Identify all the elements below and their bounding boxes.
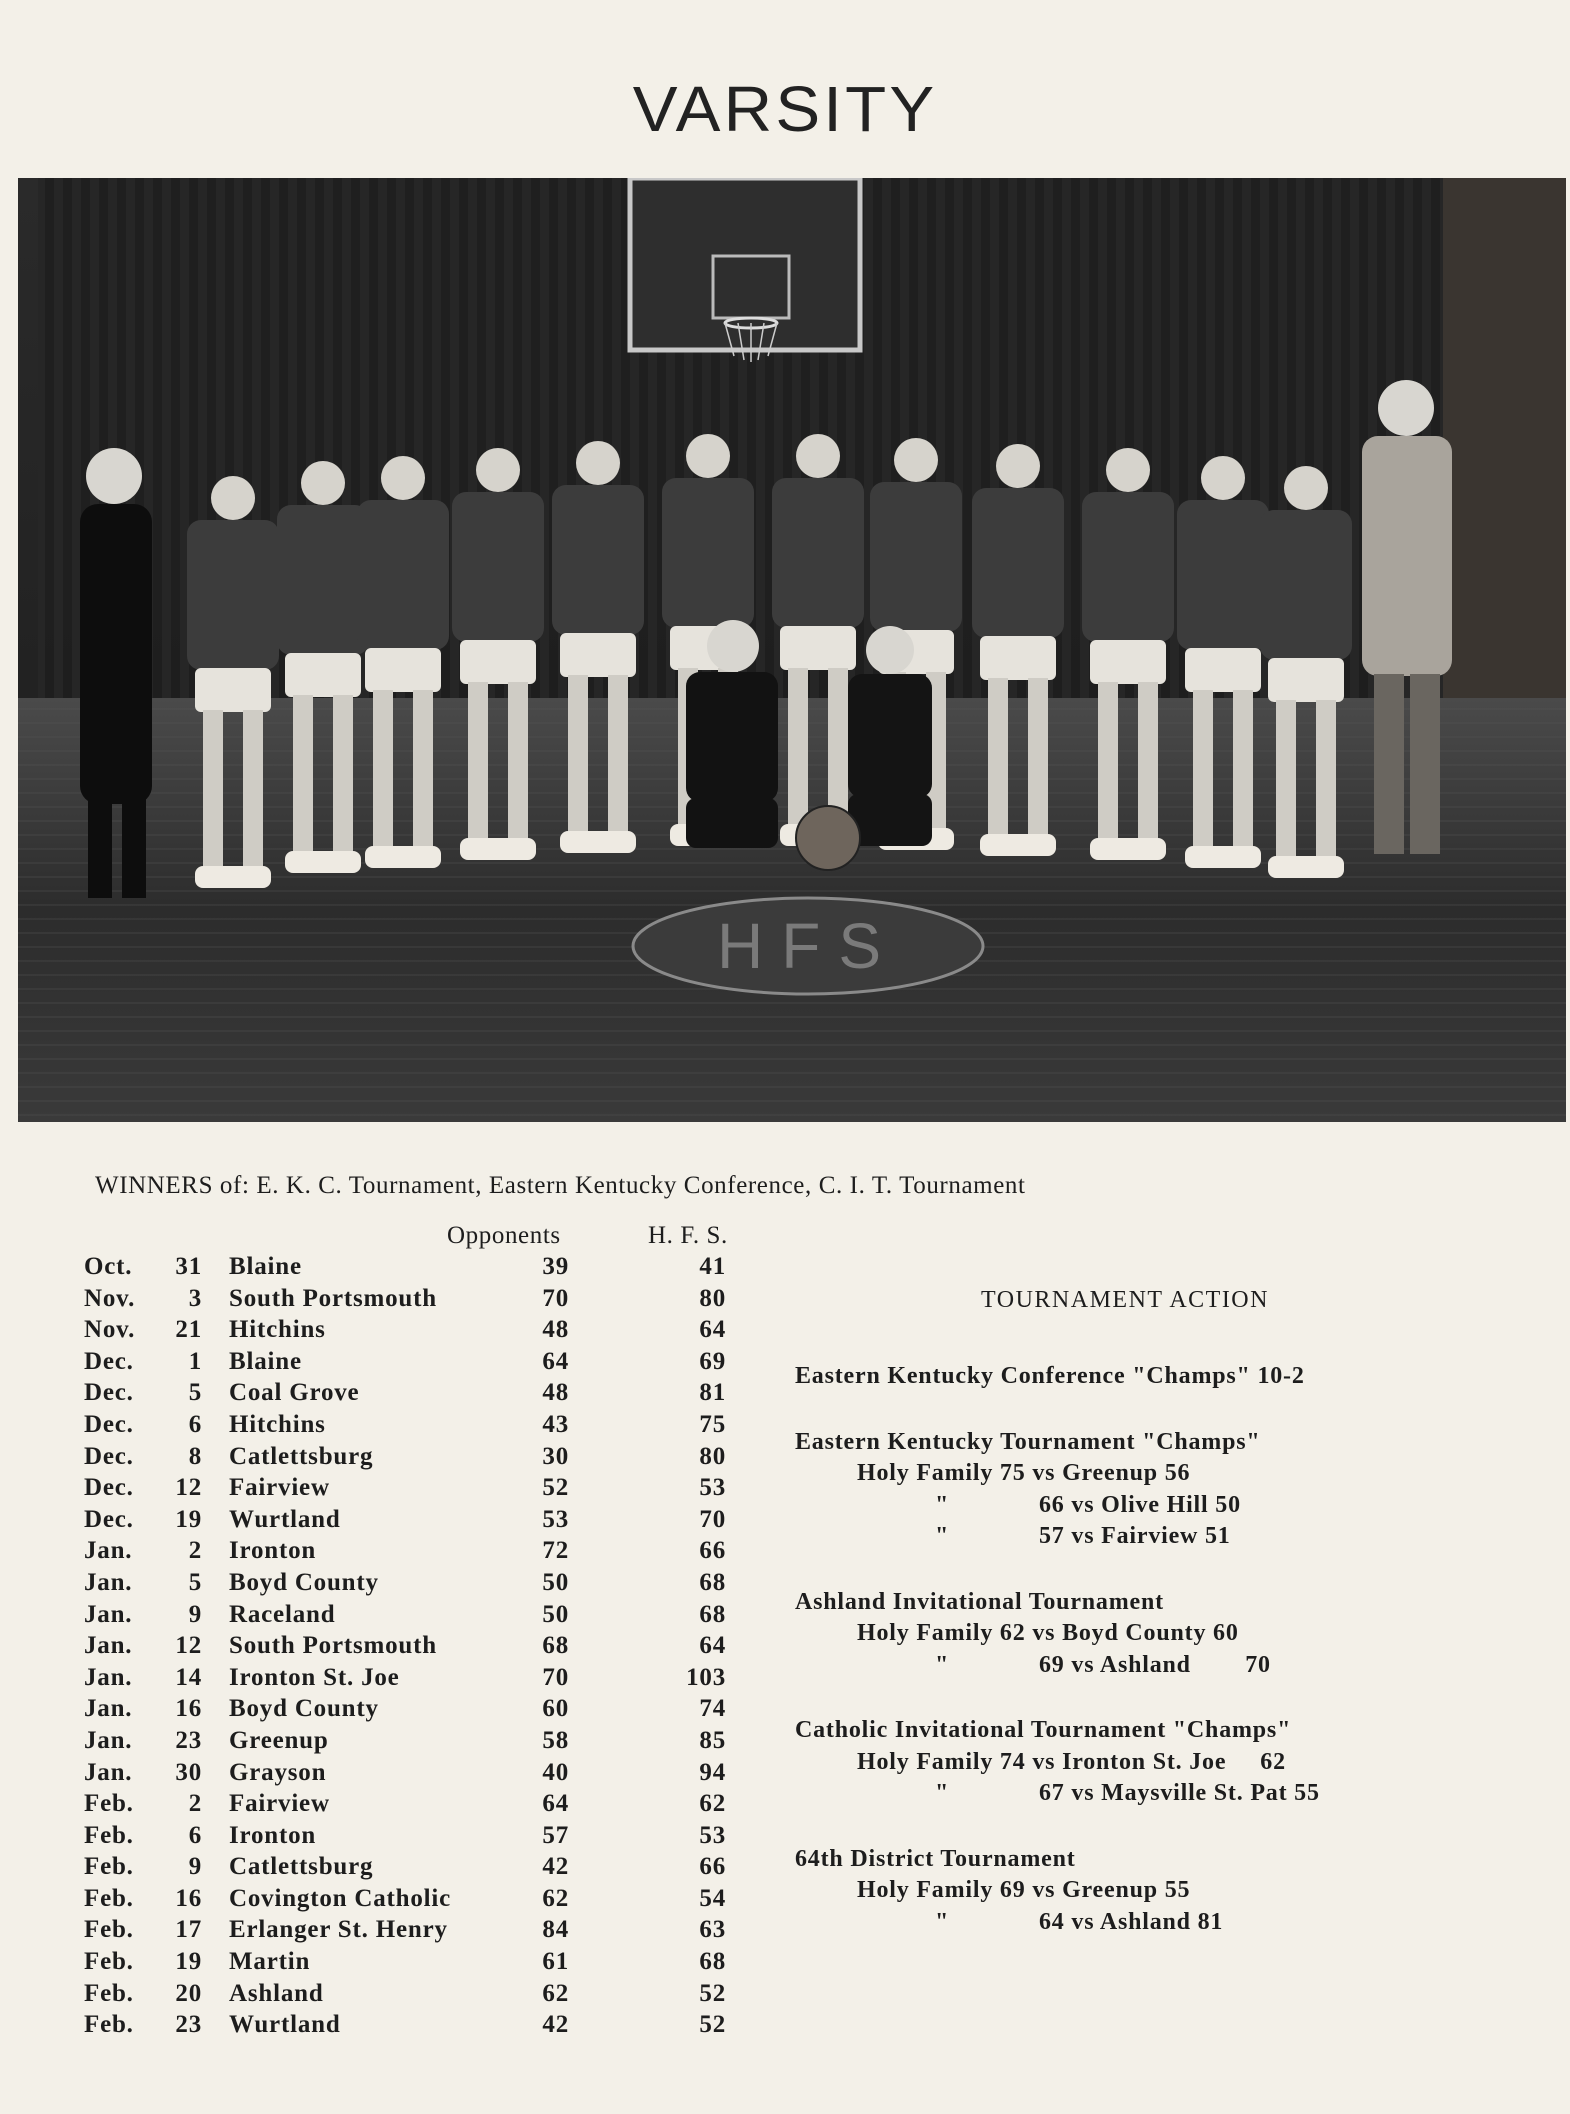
hfs-score: 53 (699, 1474, 726, 1502)
opponent-score: 62 (542, 1979, 569, 2007)
header-hfs: H. F. S. (648, 1222, 728, 1249)
game-month: Jan. (84, 1663, 133, 1691)
ekt-game: " 66 vs Olive Hill 50 (935, 1491, 1241, 1518)
opponent-score: 68 (542, 1632, 569, 1660)
game-day: 19 (175, 1505, 202, 1533)
district-game: Holy Family 69 vs Greenup 55 (857, 1877, 1191, 1903)
game-month: Jan. (84, 1726, 133, 1754)
game-month: Feb. (84, 1979, 134, 2007)
game-day: 12 (175, 1474, 202, 1502)
hfs-score: 52 (699, 1979, 726, 2007)
header-opponents: Opponents (447, 1222, 561, 1249)
game-month: Feb. (84, 1884, 134, 1912)
game-opponent: Hitchins (229, 1410, 326, 1438)
game-month: Jan. (84, 1632, 133, 1660)
game-opponent: Fairview (229, 1474, 330, 1502)
game-day: 30 (175, 1758, 202, 1786)
opponent-score: 57 (542, 1821, 569, 1849)
opponent-score: 50 (542, 1600, 569, 1628)
game-day: 23 (175, 1726, 202, 1754)
tournament-section (795, 1287, 1555, 1940)
opponent-score: 42 (542, 1853, 569, 1881)
game-month: Jan. (84, 1537, 133, 1565)
ekt-game: Holy Family 75 vs Greenup 56 (857, 1460, 1191, 1486)
opponent-score: 48 (542, 1316, 569, 1344)
game-day: 9 (188, 1853, 202, 1881)
hfs-score: 68 (699, 1568, 726, 1596)
hfs-score: 81 (699, 1379, 726, 1407)
game-opponent: Hitchins (229, 1316, 326, 1344)
game-day: 31 (175, 1253, 202, 1280)
game-day: 17 (175, 1916, 202, 1944)
game-month: Dec. (84, 1347, 134, 1375)
district-game: " 64 vs Ashland 81 (935, 1908, 1224, 1935)
hfs-score: 64 (699, 1316, 726, 1344)
opponent-score: 61 (542, 1948, 569, 1976)
game-day: 20 (175, 1979, 202, 2007)
game-opponent: Erlanger St. Henry (229, 1916, 448, 1944)
game-day: 6 (188, 1821, 202, 1849)
hfs-score: 85 (699, 1726, 726, 1754)
hfs-score: 62 (699, 1790, 726, 1818)
game-month: Dec. (84, 1410, 134, 1438)
hfs-score: 68 (699, 1600, 726, 1628)
ditto-mark: " (935, 1780, 950, 1806)
ditto-mark: " (935, 1523, 950, 1549)
opponent-score: 48 (542, 1379, 569, 1407)
hfs-score: 64 (699, 1632, 726, 1660)
game-month: Oct. (84, 1253, 133, 1280)
game-opponent: Blaine (229, 1253, 302, 1280)
opponent-score: 30 (542, 1442, 569, 1470)
game-day: 21 (175, 1316, 202, 1344)
game-month: Jan. (84, 1600, 133, 1628)
opponent-score: 70 (542, 1663, 569, 1691)
game-month: Nov. (84, 1284, 136, 1312)
game-day: 23 (175, 2011, 202, 2039)
cit-title: Catholic Invitational Tournament "Champs" (795, 1717, 1292, 1743)
hfs-score: 63 (699, 1916, 726, 1944)
winners-line: WINNERS of: E. K. C. Tournament, Eastern Kentucky Conference, C. I. T. Tournament (95, 1172, 1026, 1199)
game-opponent: Ironton (229, 1821, 317, 1849)
ditto-mark: " (935, 1491, 950, 1518)
hfs-score: 41 (699, 1253, 726, 1280)
game-month: Dec. (84, 1379, 134, 1407)
ditto-mark: " (935, 1908, 950, 1935)
hfs-score: 80 (699, 1442, 726, 1470)
opponent-score: 64 (542, 1790, 569, 1818)
hfs-score: 53 (699, 1821, 726, 1849)
game-month: Nov. (84, 1316, 136, 1344)
game-day: 16 (175, 1884, 202, 1912)
game-month: Jan. (84, 1695, 133, 1723)
game-opponent: Ironton (229, 1537, 317, 1565)
ditto-mark: " (935, 1651, 950, 1678)
game-day: 3 (188, 1284, 202, 1312)
game-day: 1 (188, 1347, 202, 1375)
opponent-score: 70 (542, 1284, 569, 1312)
game-day: 2 (188, 1537, 202, 1565)
game-opponent: Grayson (229, 1758, 327, 1786)
hfs-score: 94 (699, 1758, 726, 1786)
hfs-score: 68 (699, 1948, 726, 1976)
game-day: 14 (175, 1663, 202, 1691)
cit-game: Holy Family 74 vs Ironton St. Joe 62 (857, 1748, 1286, 1775)
game-day: 16 (175, 1695, 202, 1723)
game-month: Dec. (84, 1442, 134, 1470)
game-month: Feb. (84, 1853, 134, 1881)
game-month: Feb. (84, 1821, 134, 1849)
opponent-score: 40 (542, 1758, 569, 1786)
team-photo (18, 178, 1566, 1122)
game-opponent: Fairview (229, 1790, 330, 1818)
opponent-score: 52 (542, 1474, 569, 1502)
ekc-result: Eastern Kentucky Conference "Champs" 10-2 (795, 1363, 1305, 1389)
game-opponent: Martin (229, 1948, 311, 1976)
game-opponent: Raceland (229, 1600, 336, 1628)
ait-title: Ashland Invitational Tournament (795, 1588, 1164, 1615)
hfs-score: 75 (699, 1410, 726, 1438)
game-opponent: South Portsmouth (229, 1284, 437, 1312)
game-month: Dec. (84, 1474, 134, 1502)
opponent-score: 64 (542, 1347, 569, 1375)
ait-game: Holy Family 62 vs Boyd County 60 (857, 1620, 1239, 1646)
game-opponent: Wurtland (229, 1505, 341, 1533)
game-day: 5 (188, 1568, 202, 1596)
game-opponent: Coal Grove (229, 1379, 360, 1407)
game-day: 19 (175, 1948, 202, 1976)
hfs-score: 52 (699, 2011, 726, 2039)
hfs-score: 66 (699, 1853, 726, 1881)
game-day: 5 (188, 1379, 202, 1407)
game-day: 2 (188, 1790, 202, 1818)
opponent-score: 43 (542, 1410, 569, 1438)
court-logo-text: HFS (717, 910, 899, 982)
hfs-score: 54 (699, 1884, 726, 1912)
opponent-score: 50 (542, 1568, 569, 1596)
hfs-score: 69 (699, 1347, 726, 1375)
game-opponent: Catlettsburg (229, 1442, 374, 1470)
ait-game: " 69 vs Ashland 70 (935, 1651, 1271, 1678)
game-month: Dec. (84, 1505, 134, 1533)
hfs-score: 80 (699, 1284, 726, 1312)
opponent-score: 39 (542, 1253, 569, 1280)
opponent-score: 60 (542, 1695, 569, 1723)
hfs-score: 103 (686, 1663, 726, 1691)
game-opponent: Blaine (229, 1347, 302, 1375)
ekt-title: Eastern Kentucky Tournament "Champs" (795, 1428, 1261, 1455)
game-day: 6 (188, 1410, 202, 1438)
ekt-game: " 57 vs Fairview 51 (935, 1523, 1231, 1549)
game-opponent: Ashland (229, 1979, 324, 2007)
opponent-score: 62 (542, 1884, 569, 1912)
backboard (630, 178, 860, 362)
game-day: 12 (175, 1632, 202, 1660)
page-title: VARSITY (632, 73, 938, 145)
opponent-score: 58 (542, 1726, 569, 1754)
opponent-score: 72 (542, 1537, 569, 1565)
game-opponent: Wurtland (229, 2011, 341, 2039)
game-month: Jan. (84, 1758, 133, 1786)
opponent-score: 84 (542, 1916, 569, 1944)
game-opponent: Ironton St. Joe (229, 1663, 400, 1691)
hfs-score: 66 (699, 1537, 726, 1565)
game-month: Jan. (84, 1568, 133, 1596)
tournament-heading: TOURNAMENT ACTION (981, 1287, 1269, 1313)
game-opponent: Greenup (229, 1726, 329, 1754)
game-opponent: Catlettsburg (229, 1853, 374, 1881)
district-title: 64th District Tournament (795, 1845, 1076, 1872)
hfs-score: 70 (699, 1505, 726, 1533)
game-opponent: Boyd County (229, 1695, 379, 1723)
opponent-score: 53 (542, 1505, 569, 1533)
game-day: 8 (188, 1442, 202, 1470)
game-opponent: Covington Catholic (229, 1884, 452, 1912)
game-month: Feb. (84, 2011, 134, 2039)
game-opponent: Boyd County (229, 1568, 379, 1596)
game-day: 9 (188, 1600, 202, 1628)
game-month: Feb. (84, 1790, 134, 1818)
hfs-score: 74 (699, 1695, 726, 1723)
game-month: Feb. (84, 1948, 134, 1976)
game-opponent: South Portsmouth (229, 1632, 437, 1660)
game-month: Feb. (84, 1916, 134, 1944)
cit-game: " 67 vs Maysville St. Pat 55 (935, 1780, 1320, 1806)
opponent-score: 42 (542, 2011, 569, 2039)
